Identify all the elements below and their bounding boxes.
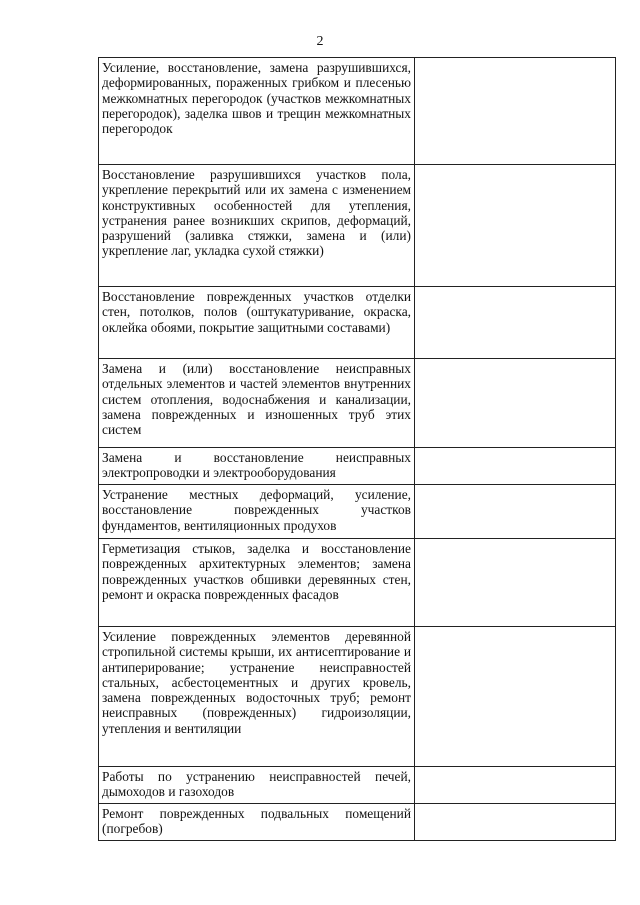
work-description-text: Ремонт поврежденных подвальных помещений (погребов)	[102, 806, 411, 837]
work-description-text: Работы по устранению неисправностей печей, дымоходов и газоходов	[102, 769, 411, 800]
empty-value-cell	[415, 767, 616, 804]
table-row	[99, 804, 616, 841]
table-body	[99, 58, 616, 841]
work-description-cell	[99, 448, 415, 485]
empty-value-cell	[415, 485, 616, 539]
table-row	[99, 287, 616, 359]
table-row	[99, 627, 616, 767]
table-row	[99, 539, 616, 627]
work-description-text: Замена и (или) восстановление неисправных отдельных элементов и частей элементов внутренних систем отопления, водоснабжения и канализации, замена поврежденных и изношенных труб этих систем	[102, 361, 411, 438]
work-description-cell	[99, 804, 415, 841]
work-description-cell	[99, 485, 415, 539]
empty-value-cell	[415, 165, 616, 287]
work-description-cell	[99, 627, 415, 767]
empty-value-cell	[415, 287, 616, 359]
work-description-cell	[99, 767, 415, 804]
table-row	[99, 767, 616, 804]
work-description-text: Восстановление разрушившихся участков пола, укрепление перекрытий или их замена с изменением конструктивных особенностей для утепления, устранения ранее возникших скрипов, деформаций, разрушений (заливка стяжки, замена и (или) укрепление лаг, укладка сухой стяжки)	[102, 167, 411, 259]
work-description-text: Усиление, восстановление, замена разрушившихся, деформированных, пораженных грибком и плесенью межкомнатных перегородок (участков межкомнатных перегородок), заделка швов и трещин межкомнатных перегородок	[102, 60, 411, 137]
table-row	[99, 58, 616, 165]
table-row	[99, 448, 616, 485]
empty-value-cell	[415, 539, 616, 627]
work-description-cell	[99, 539, 415, 627]
table-row	[99, 165, 616, 287]
work-description-cell	[99, 58, 415, 165]
table-row	[99, 485, 616, 539]
work-description-cell	[99, 359, 415, 448]
table-row	[99, 359, 616, 448]
work-description-text: Усиление поврежденных элементов деревянной стропильной системы крыши, их антисептирование и антиперирование; устранение неисправностей стальных, асбестоцементных и других кровель, замена поврежденных водосточных труб; ремонт неисправных (поврежденных) гидроизоляции, утепления и вентиляции	[102, 629, 411, 736]
work-description-cell	[99, 287, 415, 359]
empty-value-cell	[415, 627, 616, 767]
empty-value-cell	[415, 448, 616, 485]
work-description-cell	[99, 165, 415, 287]
repair-works-table	[98, 57, 616, 841]
work-description-text: Устранение местных деформаций, усиление, восстановление поврежденных участков фундаментов, вентиляционных продухов	[102, 487, 411, 533]
work-description-text: Замена и восстановление неисправных электропроводки и электрооборудования	[102, 450, 411, 481]
page-number: 2	[316, 34, 324, 49]
empty-value-cell	[415, 359, 616, 448]
work-description-text: Восстановление поврежденных участков отделки стен, потолков, полов (оштукатуривание, окраска, оклейка обоями, покрытие защитными составами)	[102, 289, 411, 335]
work-description-text: Герметизация стыков, заделка и восстановление поврежденных архитектурных элементов; замена поврежденных участков обшивки деревянных стен, ремонт и окраска поврежденных фасадов	[102, 541, 411, 602]
empty-value-cell	[415, 58, 616, 165]
empty-value-cell	[415, 804, 616, 841]
